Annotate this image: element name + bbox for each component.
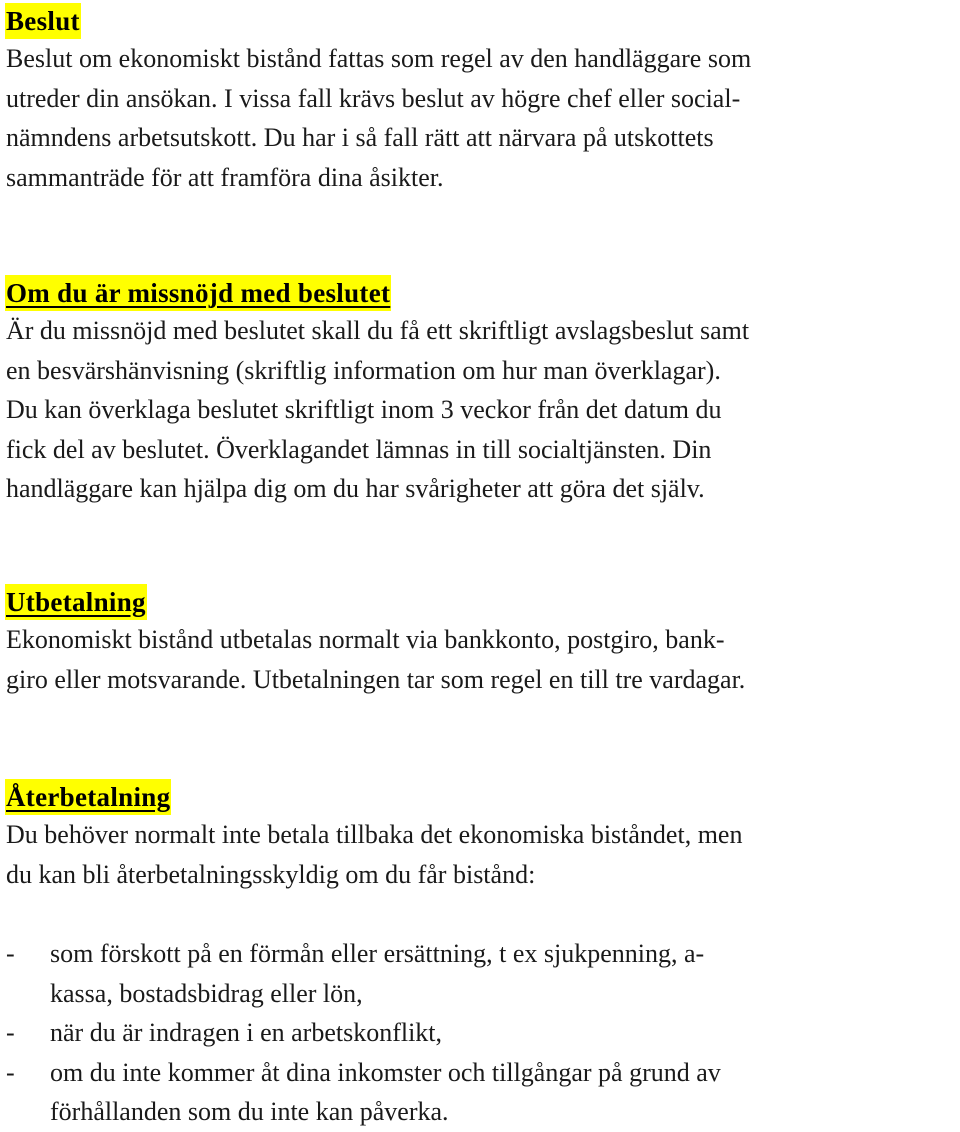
text-line: nämndens arbetsutskott. Du har i så fall rätt att närvara på utskottets xyxy=(6,123,714,152)
section-utbetalning xyxy=(6,584,956,699)
text-line: när du är indragen i en arbetskonflikt, xyxy=(50,1018,443,1047)
section-aterbetalning xyxy=(6,779,956,894)
text-line: som förskott på en förmån eller ersättning, t ex sjukpenning, a- xyxy=(50,939,705,968)
text-line: en besvärshänvisning (skriftlig information om hur man överklagar). xyxy=(6,355,721,385)
text-line: giro eller motsvarande. Utbetalningen tar som regel en till tre vardagar. xyxy=(6,664,746,694)
text-line: om du inte kommer åt dina inkomster och tillgångar på grund av xyxy=(50,1057,721,1087)
text-line: Ekonomiskt bistånd utbetalas normalt via bankkonto, postgiro, bank- xyxy=(6,625,725,654)
paragraph-beslut xyxy=(6,39,956,197)
section-beslut xyxy=(6,3,956,197)
text-line: sammanträde för att framföra dina åsikter. xyxy=(6,162,444,192)
heading-missnojd: Om du är missnöjd med beslutet xyxy=(5,275,391,311)
text-line: du kan bli återbetalningsskyldig om du får bistånd: xyxy=(6,859,536,889)
list-dash: - xyxy=(6,939,15,968)
list-dash: - xyxy=(6,1057,15,1087)
text-line: förhållanden som du inte kan påverka. xyxy=(50,1097,449,1126)
text-line: utreder din ansökan. I vissa fall krävs beslut av högre chef eller social- xyxy=(6,83,741,113)
text-line: handläggare kan hjälpa dig om du har svårigheter att göra det själv. xyxy=(6,474,705,503)
list-item xyxy=(6,934,956,1013)
list-item xyxy=(6,1013,956,1053)
list-item xyxy=(6,1053,956,1132)
text-line: fick del av beslutet. Överklagandet lämnas in till socialtjänsten. Din xyxy=(6,434,712,464)
list-dash: - xyxy=(6,1018,15,1047)
text-line: Beslut om ekonomiskt bistånd fattas som regel av den handläggare som xyxy=(6,44,752,73)
heading-beslut: Beslut xyxy=(5,3,81,39)
section-missnojd xyxy=(6,275,956,509)
paragraph-missnojd xyxy=(6,311,956,509)
heading-utbetalning: Utbetalning xyxy=(5,584,147,620)
text-line: Du behöver normalt inte betala tillbaka det ekonomiska biståndet, men xyxy=(6,820,743,849)
heading-aterbetalning: Återbetalning xyxy=(5,779,171,815)
repayment-conditions-list xyxy=(6,934,956,1132)
text-line: kassa, bostadsbidrag eller lön, xyxy=(50,978,363,1008)
text-line: Är du missnöjd med beslutet skall du få ett skriftligt avslagsbeslut samt xyxy=(6,316,750,345)
paragraph-utbetalning xyxy=(6,620,956,699)
text-line: Du kan överklaga beslutet skriftligt inom 3 veckor från det datum du xyxy=(6,395,722,424)
paragraph-aterbetalning xyxy=(6,815,956,894)
